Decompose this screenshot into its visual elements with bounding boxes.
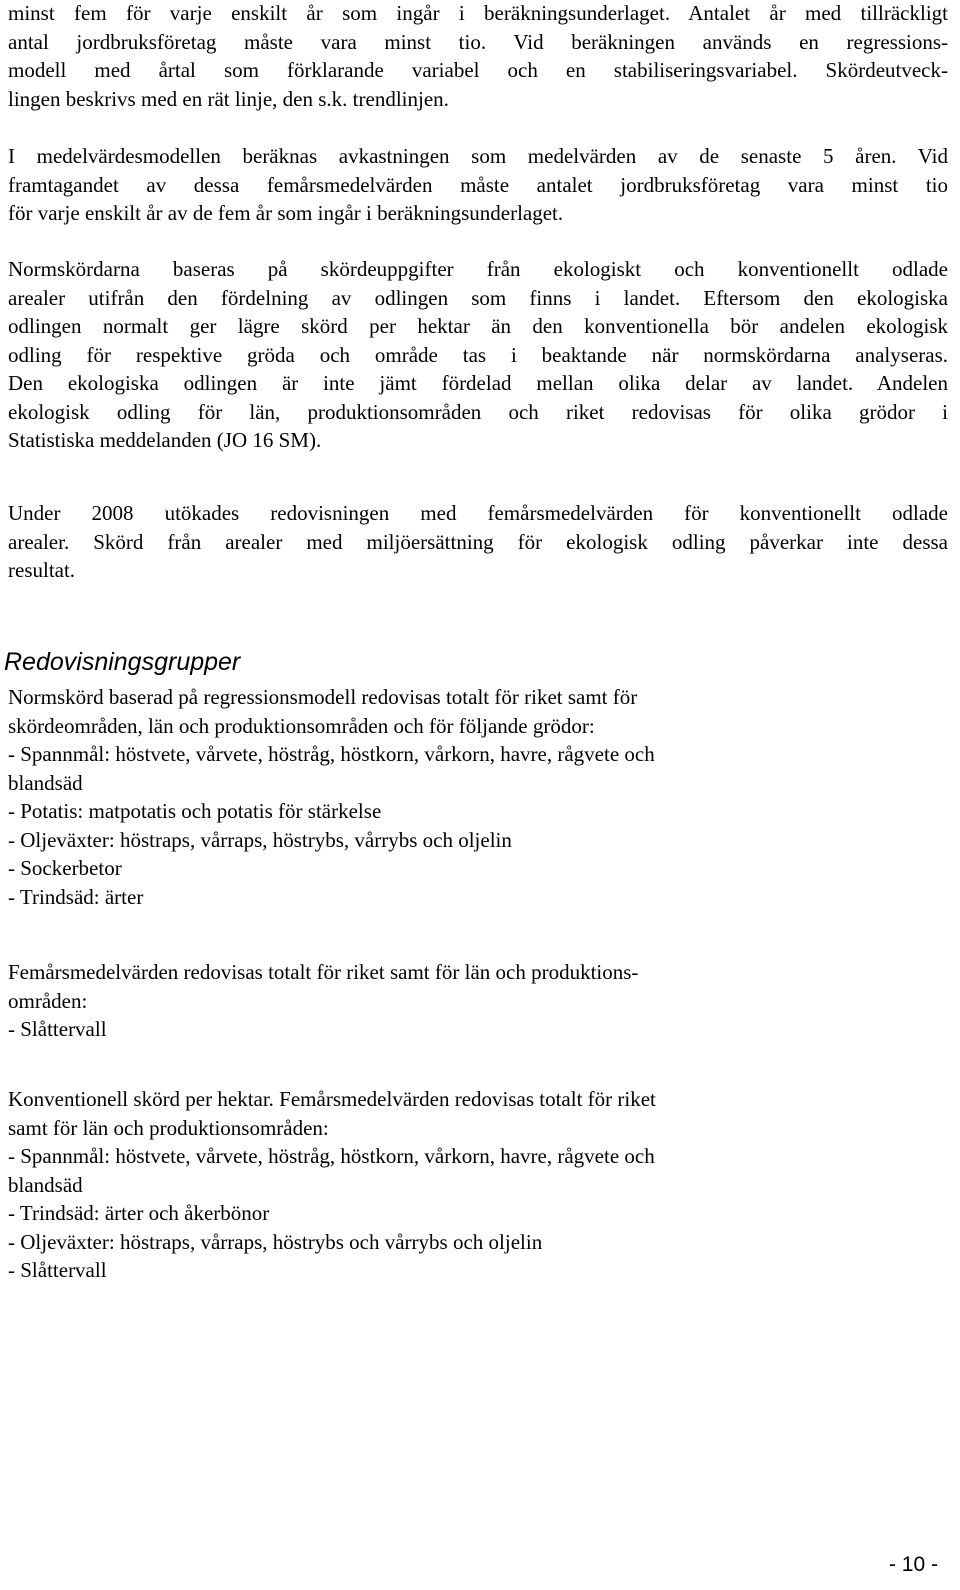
year-2008-paragraph [8,499,948,585]
list-line: - Oljeväxter: höstraps, vårraps, höstrybs och vårrybs och oljelin [8,1229,543,1254]
list-line: områden: [8,988,88,1013]
list-line: - Oljeväxter: höstraps, vårraps, höstrybs, vårrybs och oljelin [8,827,512,852]
list-line: blandsäd [8,770,83,795]
text-line: Statistiska meddelanden (JO 16 SM). [8,428,322,452]
text-line: Den ekologiska odlingen är inte jämt fördelad mellan olika delar av landet. Andelen [8,371,948,395]
list-line: - Slåttervall [8,1258,107,1282]
list-line: - Trindsäd: ärter [8,884,144,909]
list-line: - Trindsäd: ärter och åkerbönor [8,1201,270,1225]
mean-model-paragraph [8,142,948,228]
text-line: I medelvärdesmodellen beräknas avkastningen som medelvärden av de senaste 5 åren. Vid [8,144,948,168]
text-line: för varje enskilt år av de fem år som ingår i beräkningsunderlaget. [8,201,564,225]
five-year-average-list [8,958,948,1044]
list-line: blandsäd [8,1172,83,1197]
intro-paragraph [8,0,948,113]
list-line: - Spannmål: höstvete, vårvete, höstråg, höstkorn, vårkorn, havre, rågvete och [8,742,655,766]
list-line: skördeområden, län och produktionsområden och för följande grödor: [8,713,595,738]
text-line: arealer. Skörd från arealer med miljöersättning för ekologisk odling påverkar inte dessa [8,529,948,554]
text-line: framtagandet av dessa femårsmedelvärden måste antalet jordbruksföretag vara minst tio [8,172,948,197]
list-line: Konventionell skörd per hektar. Femårsmedelvärden redovisas totalt för riket [8,1087,656,1111]
list-line: - Sockerbetor [8,856,122,880]
text-line: lingen beskrivs med en rät linje, den s.k. trendlinjen. [8,86,449,111]
text-line: arealer utifrån den fördelning av odlingen som finns i landet. Eftersom den ekologiska [8,285,948,310]
list-line: Femårsmedelvärden redovisas totalt för riket samt för län och produktions- [8,960,639,984]
list-line: - Spannmål: höstvete, vårvete, höstråg, höstkorn, vårkorn, havre, rågvete och [8,1144,655,1168]
list-line: Normskörd baserad på regressionsmodell redovisas totalt för riket samt för [8,685,638,709]
list-line: samt för län och produktionsområden: [8,1115,329,1140]
section-heading: Redovisningsgrupper [4,648,241,676]
text-line: Under 2008 utökades redovisningen med femårsmedelvärden för konventionellt odlade [8,501,948,525]
text-line: antal jordbruksföretag måste vara minst tio. Vid beräkningen används en regressions- [8,29,948,54]
text-line: resultat. [8,558,76,582]
text-line: modell med årtal som förklarande variabel och en stabiliseringsvariabel. Skördeutveck- [8,58,948,82]
list-line: - Slåttervall [8,1017,107,1041]
page-number: - 10 - [888,1553,938,1576]
text-line: ekologisk odling för län, produktionsområden och riket redovisas för olika grödor i [8,399,948,424]
list-line: - Potatis: matpotatis och potatis för stärkelse [8,799,382,823]
text-line: Normskördarna baseras på skördeuppgifter från ekologiskt och konventionellt odlade [8,257,948,281]
text-line: minst fem för varje enskilt år som ingår i beräkningsunderlaget. Antalet år med tillräckligt [8,1,948,25]
conventional-yield-list [8,1085,948,1285]
text-line: odlingen normalt ger lägre skörd per hektar än den konventionella bör andelen ekologisk [8,314,948,338]
norm-yield-paragraph [8,255,948,455]
regression-model-list [8,683,948,911]
text-line: odling för respektive gröda och område tas i beaktande när normskördarna analyseras. [8,342,948,367]
